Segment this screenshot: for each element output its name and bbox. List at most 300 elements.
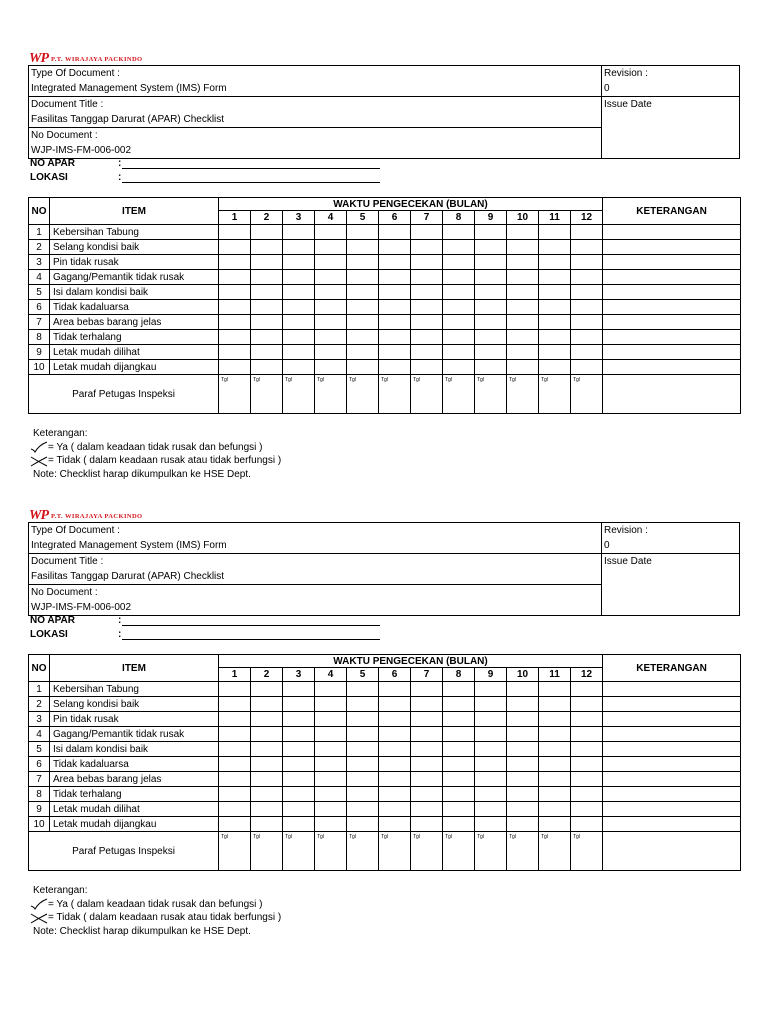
check-cell[interactable] bbox=[251, 712, 283, 727]
check-cell[interactable] bbox=[475, 757, 507, 772]
check-cell[interactable] bbox=[507, 225, 539, 240]
check-cell[interactable] bbox=[379, 682, 411, 697]
check-cell[interactable] bbox=[507, 285, 539, 300]
tgl-cell[interactable]: Tgl bbox=[315, 832, 347, 871]
check-cell[interactable] bbox=[411, 757, 443, 772]
check-cell[interactable] bbox=[347, 255, 379, 270]
check-cell[interactable] bbox=[347, 315, 379, 330]
check-cell[interactable] bbox=[379, 742, 411, 757]
keterangan-cell[interactable] bbox=[603, 757, 741, 772]
keterangan-cell[interactable] bbox=[603, 300, 741, 315]
check-cell[interactable] bbox=[475, 285, 507, 300]
check-cell[interactable] bbox=[571, 345, 603, 360]
tgl-cell[interactable]: Tgl bbox=[539, 832, 571, 871]
check-cell[interactable] bbox=[411, 727, 443, 742]
check-cell[interactable] bbox=[539, 225, 571, 240]
check-cell[interactable] bbox=[539, 330, 571, 345]
tgl-cell[interactable]: Tgl bbox=[251, 375, 283, 414]
check-cell[interactable] bbox=[283, 225, 315, 240]
keterangan-cell[interactable] bbox=[603, 225, 741, 240]
check-cell[interactable] bbox=[539, 787, 571, 802]
check-cell[interactable] bbox=[251, 315, 283, 330]
check-cell[interactable] bbox=[539, 240, 571, 255]
check-cell[interactable] bbox=[347, 802, 379, 817]
check-cell[interactable] bbox=[315, 240, 347, 255]
check-cell[interactable] bbox=[475, 360, 507, 375]
check-cell[interactable] bbox=[475, 315, 507, 330]
check-cell[interactable] bbox=[539, 757, 571, 772]
check-cell[interactable] bbox=[443, 315, 475, 330]
keterangan-cell[interactable] bbox=[603, 682, 741, 697]
check-cell[interactable] bbox=[283, 682, 315, 697]
check-cell[interactable] bbox=[283, 315, 315, 330]
check-cell[interactable] bbox=[219, 240, 251, 255]
check-cell[interactable] bbox=[379, 697, 411, 712]
check-cell[interactable] bbox=[443, 757, 475, 772]
check-cell[interactable] bbox=[411, 697, 443, 712]
check-cell[interactable] bbox=[379, 757, 411, 772]
keterangan-cell[interactable] bbox=[603, 727, 741, 742]
check-cell[interactable] bbox=[283, 727, 315, 742]
check-cell[interactable] bbox=[539, 682, 571, 697]
check-cell[interactable] bbox=[539, 817, 571, 832]
check-cell[interactable] bbox=[571, 330, 603, 345]
check-cell[interactable] bbox=[507, 255, 539, 270]
check-cell[interactable] bbox=[411, 682, 443, 697]
check-cell[interactable] bbox=[219, 682, 251, 697]
check-cell[interactable] bbox=[475, 682, 507, 697]
doc-no-cell bbox=[29, 585, 602, 616]
no-apar-row bbox=[30, 155, 380, 169]
check-cell[interactable] bbox=[347, 240, 379, 255]
check-cell[interactable] bbox=[571, 255, 603, 270]
check-cell[interactable] bbox=[347, 817, 379, 832]
check-cell[interactable] bbox=[539, 315, 571, 330]
check-cell[interactable] bbox=[411, 285, 443, 300]
check-cell[interactable] bbox=[411, 255, 443, 270]
check-cell[interactable] bbox=[379, 787, 411, 802]
month-header: 6 bbox=[379, 668, 411, 682]
check-cell[interactable] bbox=[379, 255, 411, 270]
check-cell[interactable] bbox=[475, 270, 507, 285]
check-cell[interactable] bbox=[347, 727, 379, 742]
check-cell[interactable] bbox=[379, 712, 411, 727]
check-cell[interactable] bbox=[443, 772, 475, 787]
check-cell[interactable] bbox=[571, 300, 603, 315]
tgl-cell[interactable]: Tgl bbox=[507, 375, 539, 414]
check-cell[interactable] bbox=[507, 300, 539, 315]
keterangan-cell[interactable] bbox=[603, 345, 741, 360]
keterangan-cell[interactable] bbox=[603, 802, 741, 817]
check-cell[interactable] bbox=[443, 285, 475, 300]
check-cell[interactable] bbox=[379, 270, 411, 285]
check-cell[interactable] bbox=[571, 285, 603, 300]
check-cell[interactable] bbox=[475, 817, 507, 832]
check-cell[interactable] bbox=[443, 330, 475, 345]
check-cell[interactable] bbox=[411, 772, 443, 787]
check-cell[interactable] bbox=[411, 742, 443, 757]
keterangan-cell[interactable] bbox=[603, 285, 741, 300]
tgl-cell[interactable]: Tgl bbox=[571, 832, 603, 871]
check-cell[interactable] bbox=[283, 712, 315, 727]
check-cell[interactable] bbox=[411, 712, 443, 727]
check-cell[interactable] bbox=[443, 225, 475, 240]
check-cell[interactable] bbox=[283, 255, 315, 270]
check-cell[interactable] bbox=[571, 742, 603, 757]
check-cell[interactable] bbox=[379, 225, 411, 240]
check-cell[interactable] bbox=[571, 225, 603, 240]
check-cell[interactable] bbox=[251, 255, 283, 270]
check-cell[interactable] bbox=[539, 742, 571, 757]
check-cell[interactable] bbox=[283, 330, 315, 345]
keterangan-cell[interactable] bbox=[603, 330, 741, 345]
check-cell[interactable] bbox=[411, 787, 443, 802]
keterangan-cell[interactable] bbox=[603, 772, 741, 787]
check-cell[interactable] bbox=[443, 697, 475, 712]
check-cell[interactable] bbox=[539, 285, 571, 300]
check-cell[interactable] bbox=[251, 270, 283, 285]
item-number: 6 bbox=[29, 757, 50, 772]
check-cell[interactable] bbox=[571, 697, 603, 712]
check-cell[interactable] bbox=[347, 270, 379, 285]
check-cell[interactable] bbox=[379, 285, 411, 300]
item-number: 10 bbox=[29, 817, 50, 832]
check-cell[interactable] bbox=[315, 330, 347, 345]
check-cell[interactable] bbox=[283, 757, 315, 772]
check-cell[interactable] bbox=[507, 727, 539, 742]
check-cell[interactable] bbox=[283, 240, 315, 255]
check-cell[interactable] bbox=[315, 225, 347, 240]
check-cell[interactable] bbox=[283, 772, 315, 787]
check-cell[interactable] bbox=[443, 712, 475, 727]
tgl-cell[interactable]: Tgl bbox=[251, 832, 283, 871]
tgl-cell[interactable]: Tgl bbox=[507, 832, 539, 871]
check-cell[interactable] bbox=[251, 742, 283, 757]
check-cell[interactable] bbox=[251, 345, 283, 360]
check-cell[interactable] bbox=[315, 315, 347, 330]
check-cell[interactable] bbox=[347, 697, 379, 712]
check-cell[interactable] bbox=[219, 225, 251, 240]
check-cell[interactable] bbox=[315, 345, 347, 360]
check-cell[interactable] bbox=[443, 270, 475, 285]
tgl-cell[interactable]: Tgl bbox=[283, 832, 315, 871]
check-cell[interactable] bbox=[507, 682, 539, 697]
check-cell[interactable] bbox=[219, 712, 251, 727]
check-cell[interactable] bbox=[475, 727, 507, 742]
check-cell[interactable] bbox=[379, 727, 411, 742]
check-cell[interactable] bbox=[507, 817, 539, 832]
check-cell[interactable] bbox=[411, 360, 443, 375]
check-cell[interactable] bbox=[443, 240, 475, 255]
check-cell[interactable] bbox=[219, 300, 251, 315]
check-cell[interactable] bbox=[251, 757, 283, 772]
check-cell[interactable] bbox=[251, 285, 283, 300]
check-cell[interactable] bbox=[411, 225, 443, 240]
check-cell[interactable] bbox=[283, 270, 315, 285]
tgl-cell[interactable]: Tgl bbox=[411, 832, 443, 871]
lokasi-field[interactable] bbox=[122, 173, 380, 183]
check-cell[interactable] bbox=[251, 330, 283, 345]
check-cell[interactable] bbox=[219, 255, 251, 270]
check-cell[interactable] bbox=[443, 360, 475, 375]
tgl-cell[interactable]: Tgl bbox=[219, 375, 251, 414]
keterangan-cell[interactable] bbox=[603, 697, 741, 712]
check-cell[interactable] bbox=[347, 300, 379, 315]
check-cell[interactable] bbox=[539, 345, 571, 360]
check-cell[interactable] bbox=[251, 772, 283, 787]
check-cell[interactable] bbox=[507, 270, 539, 285]
check-cell[interactable] bbox=[315, 360, 347, 375]
lokasi-field[interactable] bbox=[122, 630, 380, 640]
check-cell[interactable] bbox=[347, 225, 379, 240]
check-cell[interactable] bbox=[507, 787, 539, 802]
check-cell[interactable] bbox=[315, 285, 347, 300]
check-cell[interactable] bbox=[219, 345, 251, 360]
check-cell[interactable] bbox=[379, 330, 411, 345]
check-cell[interactable] bbox=[251, 240, 283, 255]
keterangan-cell[interactable] bbox=[603, 240, 741, 255]
check-cell[interactable] bbox=[411, 345, 443, 360]
tgl-cell[interactable]: Tgl bbox=[347, 375, 379, 414]
check-cell[interactable] bbox=[571, 772, 603, 787]
check-cell[interactable] bbox=[347, 757, 379, 772]
check-cell[interactable] bbox=[379, 300, 411, 315]
check-cell[interactable] bbox=[283, 697, 315, 712]
check-cell[interactable] bbox=[539, 270, 571, 285]
check-cell[interactable] bbox=[475, 330, 507, 345]
check-cell[interactable] bbox=[475, 742, 507, 757]
check-cell[interactable] bbox=[251, 225, 283, 240]
check-cell[interactable] bbox=[315, 255, 347, 270]
tgl-cell[interactable]: Tgl bbox=[475, 375, 507, 414]
check-cell[interactable] bbox=[283, 817, 315, 832]
keterangan-cell[interactable] bbox=[603, 270, 741, 285]
check-cell[interactable] bbox=[347, 345, 379, 360]
check-cell[interactable] bbox=[379, 240, 411, 255]
check-cell[interactable] bbox=[475, 697, 507, 712]
check-cell[interactable] bbox=[571, 757, 603, 772]
keterangan-cell[interactable] bbox=[603, 742, 741, 757]
tgl-cell[interactable]: Tgl bbox=[443, 832, 475, 871]
check-cell[interactable] bbox=[411, 817, 443, 832]
check-cell[interactable] bbox=[315, 802, 347, 817]
check-cell[interactable] bbox=[443, 255, 475, 270]
tgl-cell[interactable]: Tgl bbox=[379, 832, 411, 871]
check-cell[interactable] bbox=[251, 300, 283, 315]
check-cell[interactable] bbox=[315, 742, 347, 757]
check-cell[interactable] bbox=[475, 787, 507, 802]
check-cell[interactable] bbox=[347, 360, 379, 375]
check-cell[interactable] bbox=[571, 315, 603, 330]
check-cell[interactable] bbox=[219, 787, 251, 802]
check-cell[interactable] bbox=[251, 682, 283, 697]
check-cell[interactable] bbox=[571, 712, 603, 727]
check-cell[interactable] bbox=[283, 285, 315, 300]
check-cell[interactable] bbox=[443, 802, 475, 817]
check-cell[interactable] bbox=[507, 240, 539, 255]
check-cell[interactable] bbox=[315, 300, 347, 315]
check-cell[interactable] bbox=[219, 285, 251, 300]
check-cell[interactable] bbox=[571, 787, 603, 802]
check-cell[interactable] bbox=[539, 255, 571, 270]
check-cell[interactable] bbox=[315, 727, 347, 742]
check-cell[interactable] bbox=[283, 345, 315, 360]
check-cell[interactable] bbox=[411, 802, 443, 817]
no-apar-field[interactable] bbox=[122, 616, 380, 626]
check-cell[interactable] bbox=[475, 712, 507, 727]
check-cell[interactable] bbox=[475, 225, 507, 240]
tgl-cell[interactable]: Tgl bbox=[283, 375, 315, 414]
check-cell[interactable] bbox=[379, 360, 411, 375]
check-cell[interactable] bbox=[411, 240, 443, 255]
check-cell[interactable] bbox=[315, 270, 347, 285]
check-cell[interactable] bbox=[379, 345, 411, 360]
check-cell[interactable] bbox=[475, 255, 507, 270]
no-apar-field[interactable] bbox=[122, 159, 380, 169]
check-cell[interactable] bbox=[475, 772, 507, 787]
check-cell[interactable] bbox=[379, 772, 411, 787]
revision-cell bbox=[602, 66, 740, 97]
paraf-keterangan-cell[interactable] bbox=[603, 375, 741, 414]
check-cell[interactable] bbox=[283, 787, 315, 802]
check-cell[interactable] bbox=[315, 697, 347, 712]
check-cell[interactable] bbox=[443, 300, 475, 315]
check-cell[interactable] bbox=[315, 772, 347, 787]
check-cell[interactable] bbox=[571, 817, 603, 832]
check-cell[interactable] bbox=[283, 802, 315, 817]
check-cell[interactable] bbox=[411, 300, 443, 315]
check-cell[interactable] bbox=[251, 787, 283, 802]
check-cell[interactable] bbox=[539, 360, 571, 375]
check-cell[interactable] bbox=[347, 787, 379, 802]
check-cell[interactable] bbox=[539, 727, 571, 742]
tgl-cell[interactable]: Tgl bbox=[475, 832, 507, 871]
keterangan-cell[interactable] bbox=[603, 315, 741, 330]
keterangan-cell[interactable] bbox=[603, 360, 741, 375]
check-cell[interactable] bbox=[347, 742, 379, 757]
check-cell[interactable] bbox=[475, 345, 507, 360]
check-cell[interactable] bbox=[219, 697, 251, 712]
tgl-cell[interactable]: Tgl bbox=[219, 832, 251, 871]
keterangan-cell[interactable] bbox=[603, 817, 741, 832]
check-cell[interactable] bbox=[539, 697, 571, 712]
check-cell[interactable] bbox=[251, 697, 283, 712]
check-cell[interactable] bbox=[571, 727, 603, 742]
check-cell[interactable] bbox=[283, 300, 315, 315]
doc-title-label: Document Title : bbox=[31, 99, 104, 110]
check-cell[interactable] bbox=[251, 817, 283, 832]
check-cell[interactable] bbox=[475, 802, 507, 817]
check-cell[interactable] bbox=[219, 315, 251, 330]
check-cell[interactable] bbox=[411, 315, 443, 330]
check-cell[interactable] bbox=[507, 315, 539, 330]
check-cell[interactable] bbox=[315, 682, 347, 697]
check-cell[interactable] bbox=[219, 817, 251, 832]
tgl-cell[interactable]: Tgl bbox=[411, 375, 443, 414]
check-cell[interactable] bbox=[571, 270, 603, 285]
keterangan-cell[interactable] bbox=[603, 787, 741, 802]
check-cell[interactable] bbox=[219, 772, 251, 787]
check-cell[interactable] bbox=[443, 787, 475, 802]
check-cell[interactable] bbox=[283, 360, 315, 375]
check-cell[interactable] bbox=[219, 330, 251, 345]
check-cell[interactable] bbox=[507, 697, 539, 712]
check-cell[interactable] bbox=[571, 240, 603, 255]
check-cell[interactable] bbox=[219, 757, 251, 772]
check-cell[interactable] bbox=[283, 742, 315, 757]
tgl-cell[interactable]: Tgl bbox=[443, 375, 475, 414]
check-cell[interactable] bbox=[315, 787, 347, 802]
check-cell[interactable] bbox=[347, 712, 379, 727]
check-cell[interactable] bbox=[443, 742, 475, 757]
check-cell[interactable] bbox=[347, 772, 379, 787]
checklist-row bbox=[29, 787, 741, 802]
tgl-cell[interactable]: Tgl bbox=[539, 375, 571, 414]
check-cell[interactable] bbox=[379, 802, 411, 817]
check-cell[interactable] bbox=[379, 817, 411, 832]
check-cell[interactable] bbox=[411, 330, 443, 345]
check-cell[interactable] bbox=[507, 802, 539, 817]
tgl-cell[interactable]: Tgl bbox=[379, 375, 411, 414]
lokasi-label: LOKASI bbox=[30, 172, 68, 183]
check-cell[interactable] bbox=[251, 360, 283, 375]
check-cell[interactable] bbox=[475, 240, 507, 255]
check-cell[interactable] bbox=[315, 757, 347, 772]
check-cell[interactable] bbox=[539, 712, 571, 727]
check-cell[interactable] bbox=[379, 315, 411, 330]
check-cell[interactable] bbox=[443, 817, 475, 832]
check-cell[interactable] bbox=[571, 682, 603, 697]
check-cell[interactable] bbox=[219, 742, 251, 757]
check-cell[interactable] bbox=[507, 757, 539, 772]
check-cell[interactable] bbox=[443, 345, 475, 360]
check-cell[interactable] bbox=[251, 802, 283, 817]
tgl-cell[interactable]: Tgl bbox=[571, 375, 603, 414]
check-cell[interactable] bbox=[539, 802, 571, 817]
check-cell[interactable] bbox=[571, 360, 603, 375]
check-cell[interactable] bbox=[219, 360, 251, 375]
check-cell[interactable] bbox=[315, 712, 347, 727]
check-cell[interactable] bbox=[347, 682, 379, 697]
lokasi-row bbox=[30, 169, 380, 183]
check-cell[interactable] bbox=[507, 742, 539, 757]
tgl-cell[interactable]: Tgl bbox=[347, 832, 379, 871]
check-cell[interactable] bbox=[507, 330, 539, 345]
check-cell[interactable] bbox=[475, 300, 507, 315]
check-cell[interactable] bbox=[443, 727, 475, 742]
check-cell[interactable] bbox=[443, 682, 475, 697]
check-cell[interactable] bbox=[219, 727, 251, 742]
check-cell[interactable] bbox=[539, 300, 571, 315]
check-cell[interactable] bbox=[411, 270, 443, 285]
paraf-keterangan-cell[interactable] bbox=[603, 832, 741, 871]
check-cell[interactable] bbox=[571, 802, 603, 817]
check-cell[interactable] bbox=[251, 727, 283, 742]
check-cell[interactable] bbox=[539, 772, 571, 787]
keterangan-cell[interactable] bbox=[603, 255, 741, 270]
check-cell[interactable] bbox=[507, 772, 539, 787]
check-cell[interactable] bbox=[507, 712, 539, 727]
check-cell[interactable] bbox=[507, 345, 539, 360]
check-cell[interactable] bbox=[507, 360, 539, 375]
check-cell[interactable] bbox=[315, 817, 347, 832]
check-cell[interactable] bbox=[347, 330, 379, 345]
check-cell[interactable] bbox=[219, 802, 251, 817]
check-cell[interactable] bbox=[219, 270, 251, 285]
check-cell[interactable] bbox=[347, 285, 379, 300]
tgl-cell[interactable]: Tgl bbox=[315, 375, 347, 414]
keterangan-cell[interactable] bbox=[603, 712, 741, 727]
